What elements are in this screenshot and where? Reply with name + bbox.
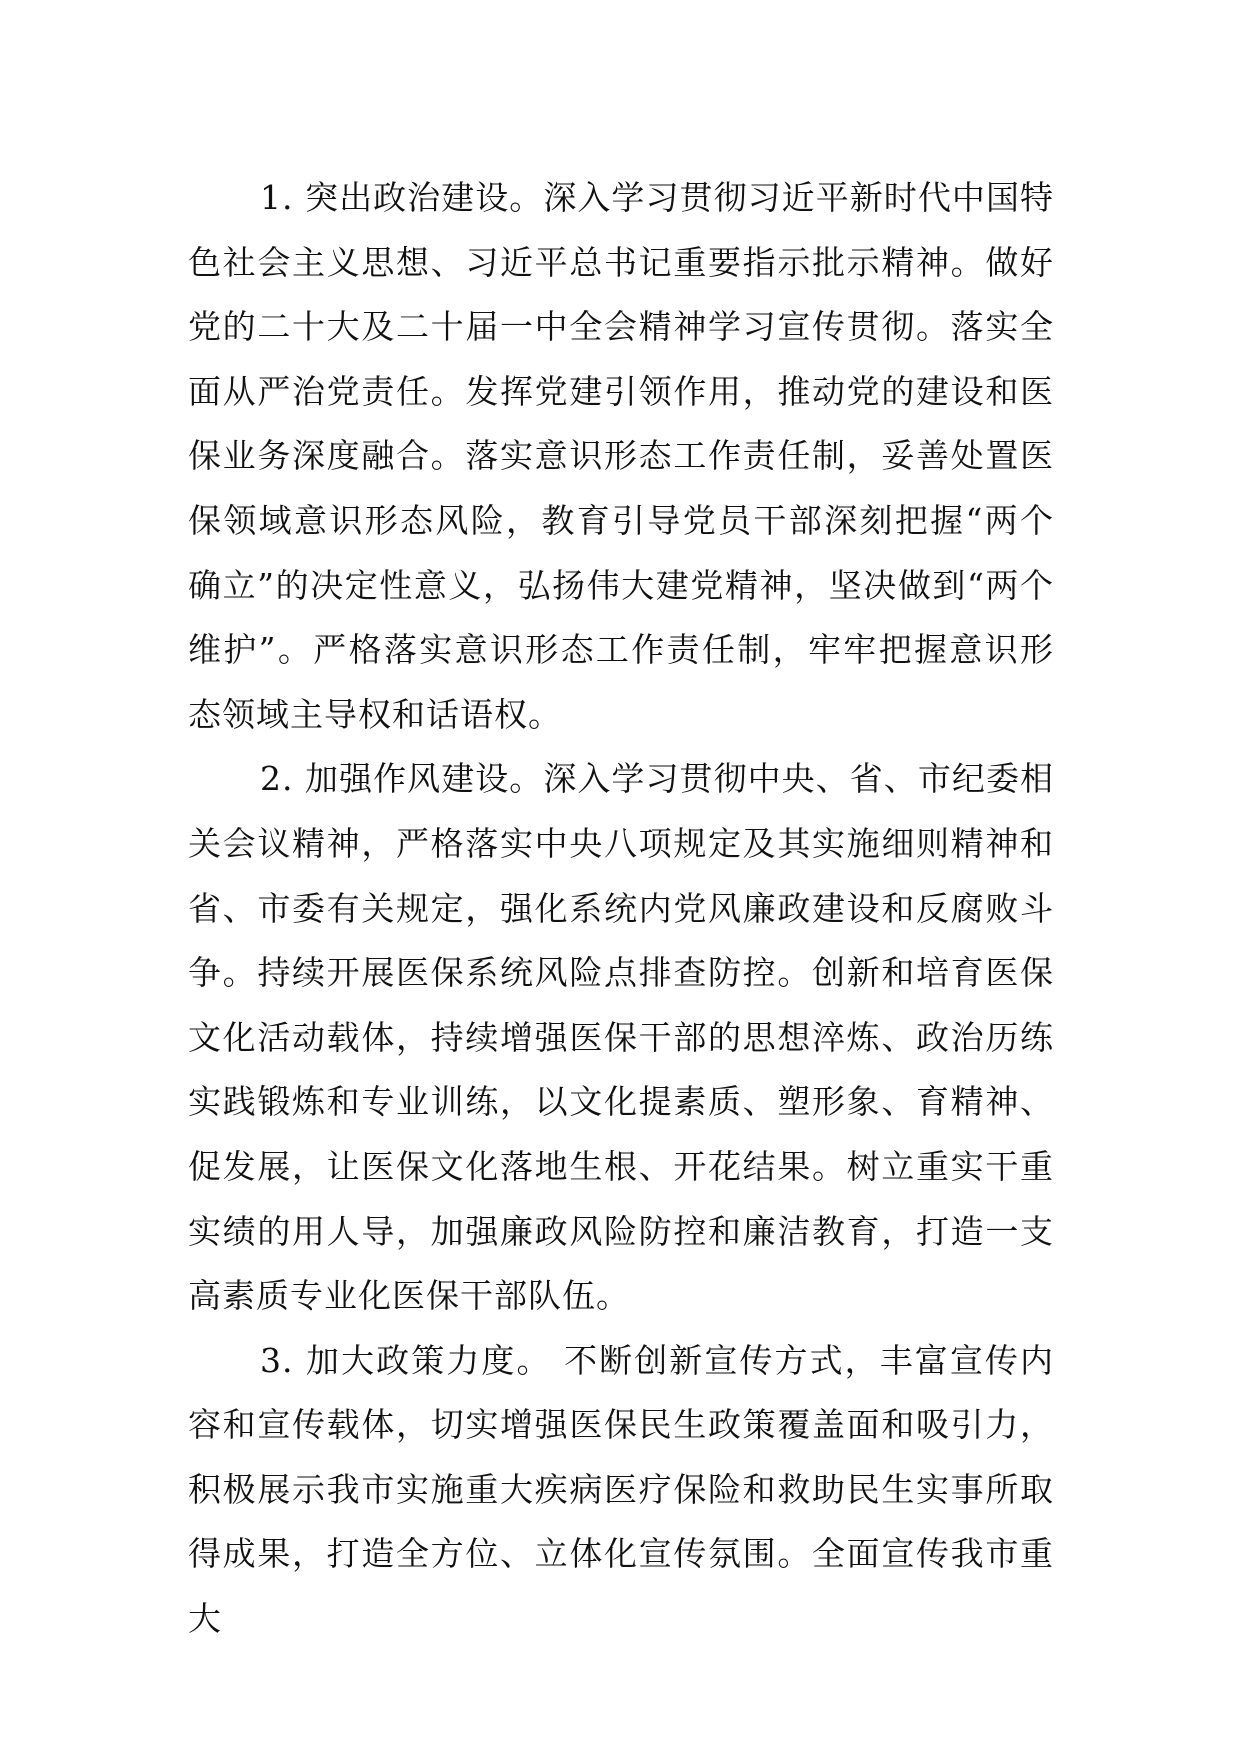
document-body xyxy=(188,166,1054,1652)
paragraph-policy-publicity: 3. 加大政策力度。 不断创新宣传方式，丰富宣传内容和宣传载体，切实增强医保民生政策覆盖面和吸引力，积极展示我市实施重大疾病医疗保险和救助民生实事所取得成果，打造全方位、立体化宣传氛围。全面宣传我市重大 xyxy=(188,1340,1054,1639)
paragraph-political-construction: 1. 突出政治建设。深入学习贯彻习近平新时代中国特色社会主义思想、习近平总书记重要指示批示精神。做好党的二十大及二十届一中全会精神学习宣传贯彻。落实全面从严治党责任。发挥党建引领作用，推动党的建设和医保业务深度融合。落实意识形态工作责任制，妥善处置医保领域意识形态风险，教育引导党员干部深刻把握“两个确立”的决定性意义，弘扬伟大建党精神，坚决做到“两个维护”。严格落实意识形态工作责任制，牢牢把握意识形态领域主导权和话语权。 xyxy=(188,178,1054,734)
paragraph-work-style-construction: 2. 加强作风建设。深入学习贯彻中央、省、市纪委相关会议精神，严格落实中央八项规定及其实施细则精神和省、市委有关规定，强化系统内党风廉政建设和反腐败斗争。持续开展医保系统风险点排查防控。创新和培育医保文化活动载体，持续增强医保干部的思想淬炼、政治历练实践锻炼和专业训练，以文化提素质、塑形象、育精神、促发展，让医保文化落地生根、开花结果。树立重实干重实绩的用人导，加强廉政风险防控和廉洁教育，打造一支高素质专业化医保干部队伍。 xyxy=(188,759,1054,1316)
